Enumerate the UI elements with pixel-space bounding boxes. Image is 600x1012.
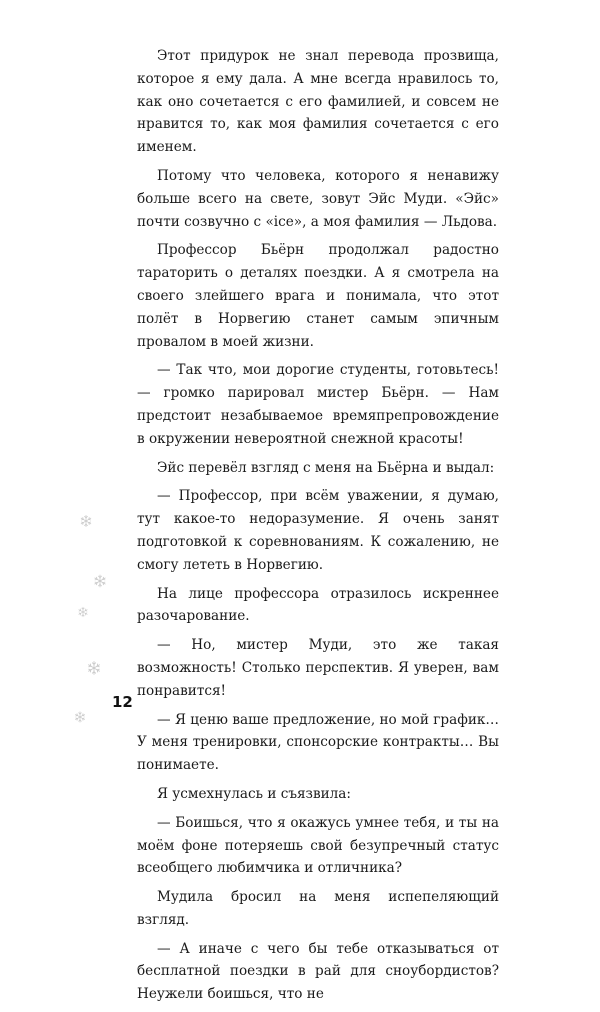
paragraph: — Боишься, что я окажусь умнее тебя, и ты на моём фоне потеряешь свой безупречный статус всеобщего любимчика и отличника?: [137, 814, 499, 877]
page-body-text: [137, 45, 499, 1012]
paragraph: — А иначе с чего бы тебе отказываться от бесплатной поездки в рай для сноубордистов? Неужели боишься, что не: [137, 940, 499, 1003]
paragraph: — Профессор, при всём уважении, я думаю, тут какое-то недоразумение. Я очень занят подготовкой к соревнованиям. К сожалению, не смогу лететь в Норвегию.: [137, 488, 499, 573]
paragraph: На лице профессора отразилось искреннее разочарование.: [137, 585, 499, 625]
paragraph: Я усмехнулась и съязвила:: [157, 785, 351, 802]
snowflake-icon: [79, 607, 87, 617]
snowflake-icon: [95, 575, 105, 587]
snowflake-icon: [76, 712, 85, 722]
paragraph: Потому что человека, которого я ненавижу больше всего на свете, зовут Эйс Муди. «Эйс» почти созвучно с «ice», а моя фамилия — Льдова.: [137, 167, 499, 230]
snowflake-icon: [81, 515, 91, 526]
snowflake-icon: [88, 662, 99, 675]
paragraph: — Но, мистер Муди, это же такая возможность! Столько перспектив. Я уверен, вам понравится!: [137, 637, 499, 699]
paragraph: Мудила бросил на меня испепеляющий взгляд.: [137, 889, 499, 928]
paragraph: — Я ценю ваше предложение, но мой график… У меня тренировки, спонсорские контракты… Вы понимаете.: [137, 711, 499, 774]
paragraph: Эйс перевёл взгляд с меня на Бьёрна и выдал:: [157, 459, 495, 476]
paragraph: Профессор Бьёрн продолжал радостно тараторить о деталях поездки. А я смотрела на своего злейшего врага и понимала, что этот полёт в Норвегию станет самым эпичным провалом в моей жизни.: [137, 242, 499, 350]
paragraph: Этот придурок не знал перевода прозвища, которое я ему дала. А мне всегда нравилось то, как оно сочетается с его фамилией, и совсем не нравится то, как моя фамилия сочетается с его именем.: [137, 48, 499, 156]
paragraph: — Так что, мои дорогие студенты, готовьтесь! — громко парировал мистер Бьёрн. — Нам предстоит незабываемое времяпрепровождение в окружении невероятной снежной красоты!: [137, 362, 499, 447]
page-number: 12: [112, 693, 133, 711]
